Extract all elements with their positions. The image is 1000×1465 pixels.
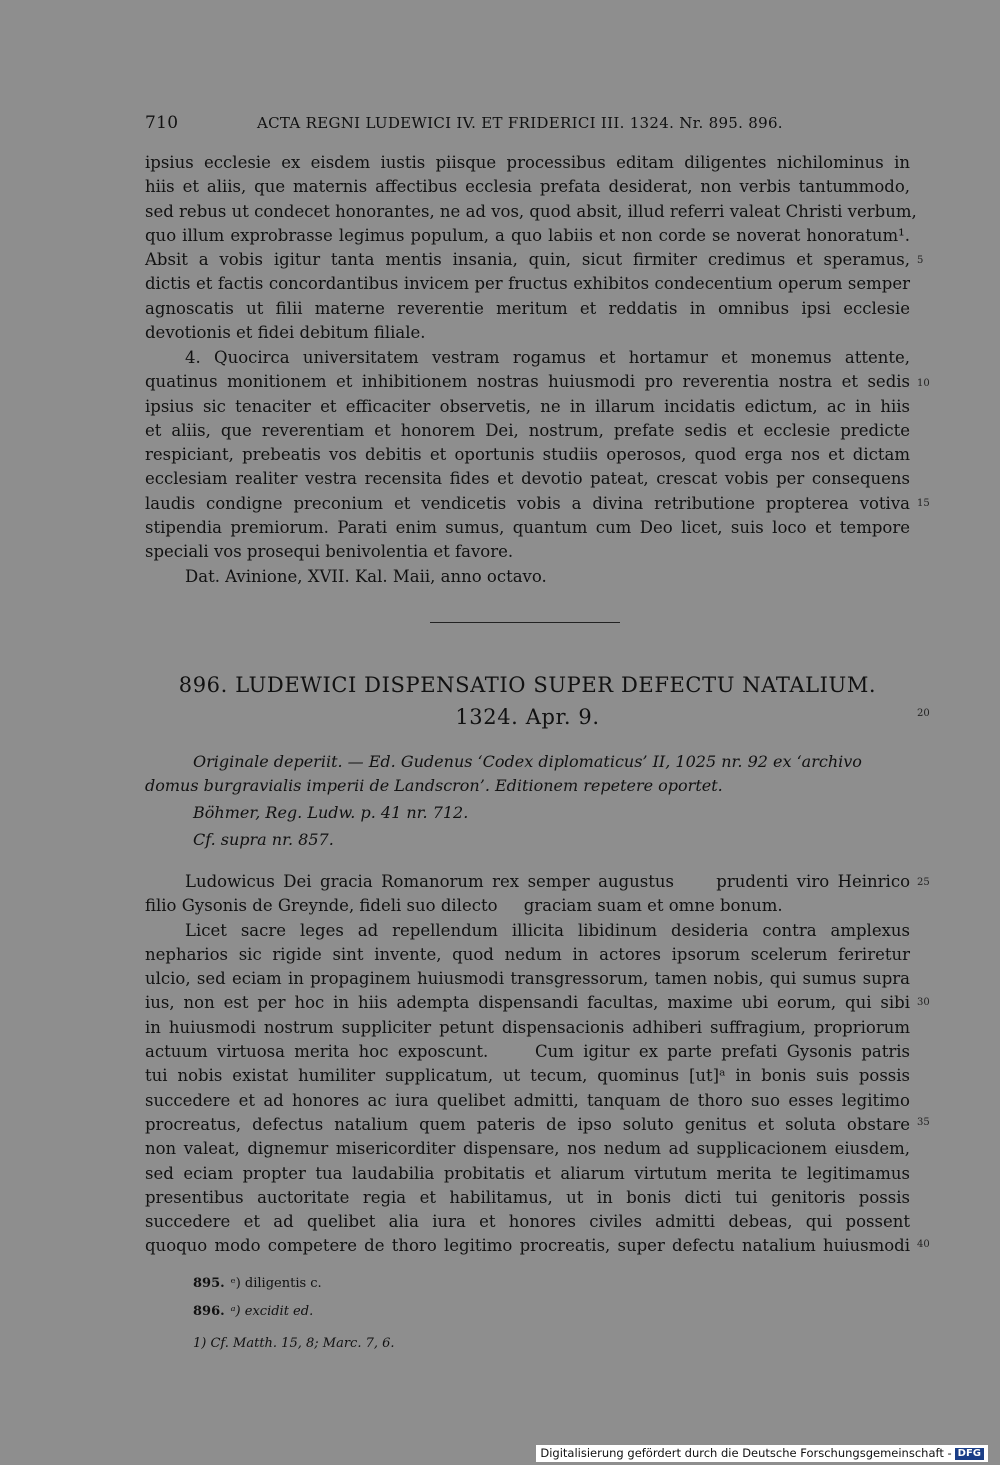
margin-line-number: 40 [917,1239,930,1250]
text-line: respiciant, prebeatis vos debitis et oportunis studiis operosos, quod erga nos et dictam [145,445,910,465]
text-line: ipsius sic tenaciter et efficaciter observetis, ne in illarum incidatis edictum, ac in hiis [145,396,910,416]
text-line: stipendia premiorum. Parati enim sumus, quantum cum Deo licet, suis loco et tempore [145,518,910,538]
text-block-895-continuation [145,151,917,345]
footnote-ref: 896. [193,1304,225,1319]
document-date: 1324. Apr. 9. [455,705,600,729]
text-line: hiis et aliis, que maternis affectibus ecclesia prefata desiderat, non verbis tantummodo, [145,177,910,197]
margin-line-number: 10 [917,378,930,389]
dating-clause: Dat. Avinione, XVII. Kal. Maii, anno octavo. [185,566,547,586]
text-line: sed eciam propter tua laudabilia probitatis et aliarum virtutum merita te legitimamus [145,1163,910,1183]
text-line: tui nobis existat humiliter supplicatum, ut tecum, quominus [ut]ᵃ in bonis suis possis [145,1066,910,1086]
text-line: quoquo modo competere de thoro legitimo procreatis, super defectu natalium huiusmodi [145,1236,910,1256]
margin-line-number: 5 [917,255,924,266]
footnote [193,1304,313,1319]
footnote-text: 1) Cf. Matth. 15, 8; Marc. 7, 6. [193,1336,395,1351]
text-line: agnoscatis ut filii materne reverentie meritum et reddatis in omnibus ipsi ecclesie [145,298,910,318]
text-line: succedere et ad honores ac iura quelibet admitti, tanquam de thoro suo esses legitimo [145,1090,910,1110]
edition-note: domus burgravialis imperii de Landscron’. Editionem repetere oportet. [145,776,723,795]
text-line: Ludowicus Dei gracia Romanorum rex semper augustus prudenti viro Heinrico [185,872,910,891]
text-line: devotionis et fidei debitum filiale. [145,323,426,343]
footnote [193,1276,322,1291]
text-line: dictis et factis concordantibus invicem per fructus exhibitos condecentium operum semper [145,274,910,294]
footnote-text: ᵉ) diligentis c. [230,1276,322,1291]
margin-line-number: 20 [917,708,930,719]
page-number: 710 [145,113,179,133]
funding-credit [536,1445,988,1462]
text-line: filio Gysonis de Greynde, fideli suo dilecto graciam suam et omne bonum. [145,896,783,916]
text-line: presentibus auctoritate regia et habilitamus, ut in bonis dicti tui genitoris possis [145,1187,910,1207]
text-line: 4. Quocirca universitatem vestram rogamus et hortamur et monemus attente, [185,348,910,367]
text-line: quatinus monitionem et inhibitionem nostras huiusmodi pro reverentia nostra et sedis [145,372,910,392]
text-line: procreatus, defectus natalium quem pateris de ipso soluto genitus et soluta obstare [145,1114,910,1134]
text-line: Absit a vobis igitur tanta mentis insania, quin, sicut firmiter credimus et speramus, [145,250,910,270]
text-line: speciali vos prosequi benivolentia et favore. [145,542,514,562]
funding-credit-text: Digitalisierung gefördert durch die Deutsche Forschungsgemeinschaft - [540,1446,952,1460]
cross-reference: Cf. supra nr. 857. [193,830,334,849]
margin-line-number: 25 [917,877,930,888]
text-block-section-4 [145,346,910,589]
section-divider [430,622,620,623]
footnote-ref: 895. [193,1276,225,1291]
text-block-896 [145,870,910,1259]
text-line: ipsius ecclesie ex eisdem iustis piisque processibus editam diligentes nichilominus in [145,153,910,172]
text-line: quo illum exprobrasse legimus populum, a quo labiis et non corde se noverat honoratum¹. [145,225,910,245]
text-line: Licet sacre leges ad repellendum illicita libidinum desideria contra amplexus [185,920,910,940]
footnote-text: ᵃ) excidit ed. [230,1304,314,1319]
text-line: ulcio, sed eciam in propaginem huiusmodi transgressorum, tamen nobis, qui sumus supra [145,969,910,989]
text-line: ius, non est per hoc in hiis adempta dispensandi facultas, maxime ubi eorum, qui sibi [145,993,910,1013]
running-title: ACTA REGNI LUDEWICI IV. ET FRIDERICI III. 1324. Nr. 895. 896. [257,114,783,132]
dfg-logo: DFG [955,1448,984,1460]
footnote [193,1336,395,1351]
document-title: 896. LUDEWICI DISPENSATIO SUPER DEFECTU NATALIUM. [178,673,877,697]
edition-note: Originale deperiit. — Ed. Gudenus ‘Codex diplomaticus’ II, 1025 nr. 92 ex ‘archivo [193,752,862,771]
text-line: laudis condigne preconium et vendicetis vobis a divina retributione propterea votiva [145,493,910,513]
text-line: non valeat, dignemur misericorditer dispensare, nos nedum ad supplicacionem eiusdem, [145,1139,910,1159]
regest-reference: Böhmer, Reg. Ludw. p. 41 nr. 712. [193,803,469,822]
text-line: sed rebus ut condecet honorantes, ne ad vos, quod absit, illud referri valeat Christi verbum, [145,201,917,221]
margin-line-number: 30 [917,997,930,1008]
text-line: et aliis, que reverentiam et honorem Dei, nostrum, prefate sedis et ecclesie predicte [145,420,910,440]
text-line: ecclesiam realiter vestra recensita fides et devotio pateat, crescat vobis per consequens [145,469,910,489]
margin-line-number: 15 [917,498,930,509]
text-line: actuum virtuosa merita hoc exposcunt. Cum igitur ex parte prefati Gysonis patris [145,1042,910,1062]
text-line: succedere et ad quelibet alia iura et honores civiles admitti debeas, qui possent [145,1212,910,1232]
text-line: in huiusmodi nostrum suppliciter petunt dispensacionis adhiberi suffragium, propriorum [145,1017,910,1037]
margin-line-number: 35 [917,1117,930,1128]
text-line: nepharios sic rigide sint invente, quod nedum in actores ipsorum scelerum feriretur [145,944,910,964]
